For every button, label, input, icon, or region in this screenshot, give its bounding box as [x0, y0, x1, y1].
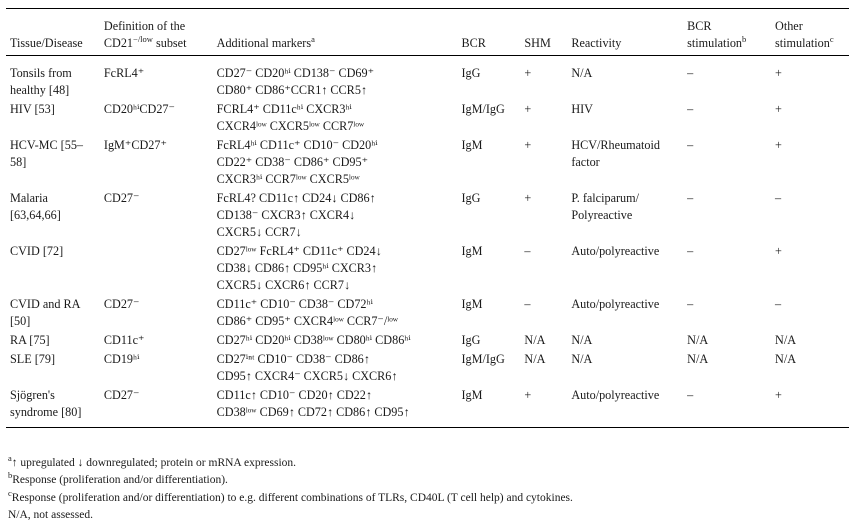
cell-other-stimulation: – [775, 191, 782, 205]
cell-shm: + [524, 66, 532, 80]
marker-line: CD27⁻ CD20ʰⁱ CD138⁻ CD69⁺ [216, 66, 375, 80]
cell-additional-markers [213, 294, 458, 330]
cell-additional-markers [213, 135, 458, 188]
cell-shm: + [524, 191, 532, 205]
cell-tissue: HIV [53] [10, 102, 55, 116]
cell-definition: CD19ʰⁱ [103, 352, 140, 366]
cell-other-stimulation: – [775, 297, 782, 311]
marker-line: CD86⁺ CD95⁺ CXCR4ˡᵒʷ CCR7⁻/ˡᵒʷ [216, 314, 398, 328]
cell-tissue: CVID and RA [50] [10, 297, 80, 328]
cell-tissue: SLE [79] [10, 352, 56, 366]
cell-bcr-stimulation: – [687, 66, 694, 80]
cell-reactivity: N/A [571, 352, 593, 366]
footnote-a: $^a$↑ upregulated ↓ downregulated; protein or mRNA expression. [8, 453, 297, 469]
cell-definition: IgM⁺CD27⁺ [103, 138, 167, 152]
cell-shm: N/A [524, 352, 546, 366]
cell-definition: CD27⁻ [103, 191, 140, 205]
cell-additional-markers [213, 385, 458, 428]
cell-bcr: IgM [461, 138, 483, 152]
marker-line: CXCR3ʰⁱ CCR7ˡᵒʷ CXCR5ˡᵒʷ [216, 172, 360, 186]
cell-definition: CD11c⁺ [103, 333, 145, 347]
cell-bcr: IgG [461, 191, 481, 205]
table-row [6, 241, 849, 294]
header-definition: Definition of the $CD21^{-/low}$ subset [103, 19, 187, 50]
marker-line: CD138⁻ CXCR3↑ CXCR4↓ [216, 208, 356, 222]
cell-tissue: Tonsils from healthy [48] [10, 66, 72, 97]
cell-bcr: IgM [461, 244, 483, 258]
cell-shm: + [524, 138, 532, 152]
cell-other-stimulation: + [775, 244, 782, 258]
marker-line: FcRL4ʰⁱ CD11c⁺ CD10⁻ CD20ʰⁱ [216, 138, 378, 152]
marker-line: CD27ˡᵒʷ FcRL4⁺ CD11c⁺ CD24↓ [216, 244, 382, 258]
cell-shm: – [524, 244, 531, 258]
cell-other-stimulation: + [775, 388, 782, 402]
cd21-low-subset-table [6, 8, 849, 428]
table-body [6, 56, 849, 428]
marker-line: CD80⁺ CD86⁺CCR1↑ CCR5↑ [216, 83, 368, 97]
table-row [6, 385, 849, 428]
table-row [6, 349, 849, 385]
table-row [6, 135, 849, 188]
cell-bcr: IgM/IgG [461, 102, 505, 116]
table-row [6, 56, 849, 100]
cell-other-stimulation: + [775, 102, 782, 116]
cell-definition [100, 241, 213, 294]
header-bcr-stimulation: BCR stimulation$^b$ [687, 19, 747, 50]
cell-bcr-stimulation: – [687, 297, 694, 311]
cell-reactivity: N/A [571, 66, 593, 80]
cell-definition: CD27⁻ [103, 297, 140, 311]
footnote-na: N/A, not assessed. [8, 509, 93, 522]
cell-bcr-stimulation: – [687, 138, 694, 152]
marker-line: CXCR5↓ CXCR6↑ CCR7↓ [216, 278, 351, 292]
cell-bcr-stimulation: – [687, 102, 694, 116]
header-reactivity: Reactivity [571, 36, 622, 50]
cell-additional-markers [213, 99, 458, 135]
cell-tissue: Sjögren's syndrome [80] [10, 388, 82, 419]
marker-line: CD11c↑ CD10⁻ CD20↑ CD22↑ [216, 388, 372, 402]
header-shm: SHM [524, 36, 551, 50]
marker-line: CXCR4ˡᵒʷ CXCR5ˡᵒʷ CCR7ˡᵒʷ [216, 119, 365, 133]
cell-reactivity: N/A [571, 333, 593, 347]
cell-tissue: Malaria [63,64,66] [10, 191, 61, 222]
marker-line: CD38↓ CD86↑ CD95ʰⁱ CXCR3↑ [216, 261, 378, 275]
table-row [6, 188, 849, 241]
cell-bcr: IgG [461, 333, 481, 347]
cell-shm: N/A [524, 333, 546, 347]
cell-reactivity: HCV/Rheumatoid factor [571, 138, 661, 169]
cell-additional-markers [213, 330, 458, 349]
cell-shm: + [524, 102, 532, 116]
cell-reactivity: Auto/polyreactive [571, 388, 660, 402]
marker-line: CXCR5↓ CCR7↓ [216, 225, 302, 239]
cell-bcr-stimulation: – [687, 388, 694, 402]
cell-reactivity: HIV [571, 102, 593, 116]
cell-additional-markers [213, 188, 458, 241]
cell-definition: FcRL4⁺ [103, 66, 145, 80]
marker-line: CD27ʰⁱ CD20ʰⁱ CD38ˡᵒʷ CD80ʰⁱ CD86ʰⁱ [216, 333, 411, 347]
cell-bcr: IgM [461, 388, 483, 402]
cell-other-stimulation: N/A [775, 333, 797, 347]
footnote-c: $^c$Response (proliferation and/or differentiation) to e.g. different combinations of TLRs, CD40L (T cell help) and cytokines. [8, 487, 573, 504]
cell-bcr-stimulation: N/A [687, 352, 709, 366]
marker-line: FCRL4⁺ CD11cʰⁱ CXCR3ʰⁱ [216, 102, 352, 116]
cell-bcr: IgM/IgG [461, 352, 505, 366]
cell-tissue: RA [75] [10, 333, 50, 347]
cell-other-stimulation: + [775, 66, 782, 80]
table-header-row [6, 9, 849, 56]
marker-line: CD95↑ CXCR4⁻ CXCR5↓ CXCR6↑ [216, 369, 398, 383]
marker-line: FcRL4? CD11c↑ CD24↓ CD86↑ [216, 191, 376, 205]
cell-reactivity: P. falciparum/ Polyreactive [571, 191, 640, 222]
cell-reactivity: Auto/polyreactive [571, 244, 660, 258]
cell-reactivity: Auto/polyreactive [571, 297, 660, 311]
cell-additional-markers [213, 56, 458, 100]
table-row [6, 330, 849, 349]
marker-line: CD27ⁱⁿᵗ CD10⁻ CD38⁻ CD86↑ [216, 352, 370, 366]
cell-bcr-stimulation: N/A [687, 333, 709, 347]
cell-tissue: HCV-MC [55–58] [10, 138, 84, 169]
marker-line: CD38ˡᵒʷ CD69↑ CD72↑ CD86↑ CD95↑ [216, 405, 410, 419]
table-row [6, 294, 849, 330]
header-additional-markers: Additional markers$^a$ [216, 33, 315, 50]
cell-bcr-stimulation: – [687, 191, 694, 205]
cell-shm: + [524, 388, 532, 402]
marker-line: CD22⁺ CD38⁻ CD86⁺ CD95⁺ [216, 155, 369, 169]
header-tissue: Tissue/Disease [10, 36, 83, 50]
cell-additional-markers [213, 349, 458, 385]
cell-definition: CD20ʰⁱCD27⁻ [103, 102, 175, 116]
header-bcr: BCR [461, 36, 486, 50]
cell-other-stimulation: N/A [775, 352, 797, 366]
marker-line: CD11c⁺ CD10⁻ CD38⁻ CD72ʰⁱ [216, 297, 373, 311]
cell-additional-markers [213, 241, 458, 294]
cell-bcr: IgM [461, 297, 483, 311]
cell-other-stimulation: + [775, 138, 782, 152]
header-other-stimulation: Other stimulation$^c$ [775, 19, 834, 50]
footnote-b: $^b$Response (proliferation and/or differentiation). [8, 470, 228, 487]
cell-bcr-stimulation: – [687, 244, 694, 258]
table-footnotes [8, 455, 573, 525]
cell-shm: – [524, 297, 531, 311]
cell-bcr: IgG [461, 66, 481, 80]
table-row [6, 99, 849, 135]
cell-definition: CD27⁻ [103, 388, 140, 402]
cell-tissue: CVID [72] [10, 244, 64, 258]
